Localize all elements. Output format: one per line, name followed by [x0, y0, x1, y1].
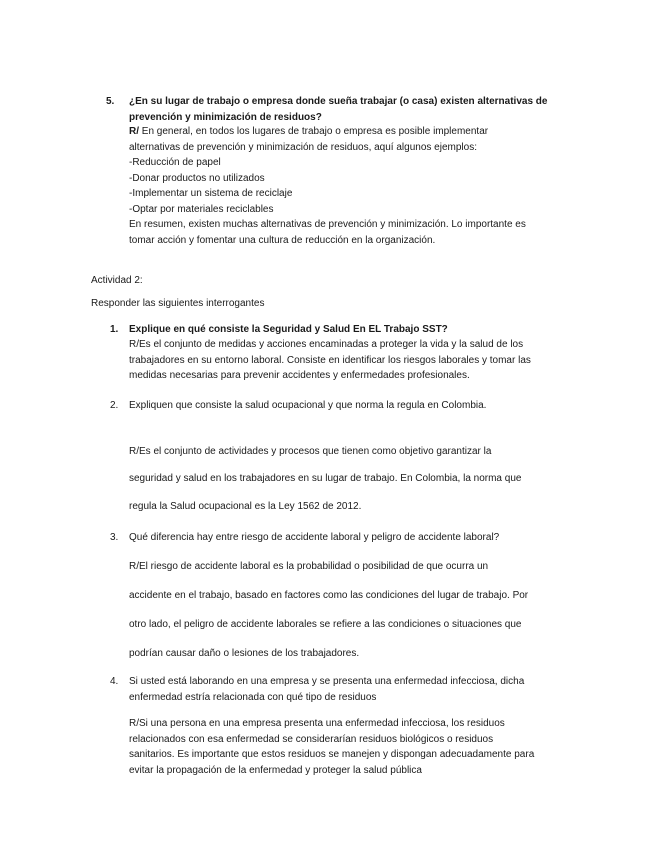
q4-title	[129, 674, 524, 705]
q4-answer	[129, 716, 534, 778]
actividad-intro: Responder las siguientes interrogantes	[91, 298, 265, 309]
q4-answer-line-2: relacionados con esa enfermedad se considerarían residuos biológicos o residuos	[129, 733, 494, 745]
q3-title: Qué diferencia hay entre riesgo de accidente laboral y peligro de accidente laboral?	[129, 532, 500, 543]
q5-example-1: -Reducción de papel	[129, 157, 221, 168]
q2-answer-line-3: regula la Salud ocupacional es la Ley 1562 de 2012.	[129, 501, 362, 512]
q5-number: 5.	[106, 96, 115, 107]
q1-answer	[129, 337, 531, 384]
q2-number: 2.	[110, 400, 119, 411]
q5-example-3: -Implementar un sistema de reciclaje	[129, 188, 293, 199]
q2-title: Expliquen que consiste la salud ocupacional y que norma la regula en Colombia.	[129, 400, 487, 411]
q4-title-line-2: enfermedad estría relacionada con qué tipo de residuos	[129, 691, 377, 703]
q3-number: 3.	[110, 532, 119, 543]
actividad-heading: Actividad 2:	[91, 275, 143, 286]
q3-answer-line-3: otro lado, el peligro de accidente laborales se refiere a las condiciones o situaciones que	[129, 619, 522, 630]
q1-answer-line-1: R/Es el conjunto de medidas y acciones encaminadas a proteger la vida y la salud de los	[129, 339, 524, 350]
q4-title-line-1: Si usted está laborando en una empresa y se presenta una enfermedad infecciosa, dicha	[129, 676, 525, 687]
q5-title-line-1: ¿En su lugar de trabajo o empresa donde sueña trabajar (o casa) existen alternativas de	[129, 96, 548, 107]
q3-answer-line-1: R/El riesgo de accidente laboral es la probabilidad o posibilidad de que ocurra un	[129, 561, 489, 572]
q5-title-line-2: prevención y minimización de residuos?	[129, 111, 322, 123]
q5-summary-line-2: tomar acción y fomentar una cultura de reducción en la organización.	[129, 234, 436, 246]
q5-example-4: -Optar por materiales reciclables	[129, 203, 274, 215]
q2-answer-line-2: seguridad y salud en los trabajadores en su lugar de trabajo. En Colombia, la norma que	[129, 473, 522, 484]
q5-answer-line-2: alternativas de prevención y minimización de residuos, aquí algunos ejemplos:	[129, 141, 477, 153]
q1-answer-line-3: medidas necesarias para prevenir accidentes y enfermedades profesionales.	[129, 370, 470, 381]
q3-answer-line-4: podrían causar daño o lesiones de los trabajadores.	[129, 648, 360, 659]
q4-answer-line-3: sanitarios. Es importante que estos residuos se manejen y dispongan adecuadamente para	[129, 749, 535, 760]
q4-answer-line-4: evitar la propagación de la enfermedad y proteger la salud pública	[129, 764, 422, 776]
q1-answer-line-2: trabajadores en su entorno laboral. Consiste en identificar los riesgos laborales y tomar las	[129, 354, 531, 366]
q5-answer-prefix: R/	[129, 126, 139, 137]
q3-answer-line-2: accidente en el trabajo, basado en factores como las condiciones del lugar de trabajo. Por	[129, 590, 529, 601]
q4-answer-line-1: R/Si una persona en una empresa presenta una enfermedad infecciosa, los residuos	[129, 718, 505, 729]
q5-answer	[129, 124, 526, 248]
q1-number: 1.	[110, 324, 119, 335]
q5-example-2: -Donar productos no utilizados	[129, 172, 265, 184]
q1-title: Explique en qué consiste la Seguridad y Salud En EL Trabajo SST?	[129, 324, 448, 335]
q4-number: 4.	[110, 676, 119, 687]
q2-answer-line-1: R/Es el conjunto de actividades y procesos que tienen como objetivo garantizar la	[129, 446, 492, 457]
q5-answer-text-1: En general, en todos los lugares de trabajo o empresa es posible implementar	[139, 126, 489, 137]
q5-title	[129, 94, 547, 125]
q5-answer-line-1	[129, 124, 526, 140]
q5-summary-line-1: En resumen, existen muchas alternativas de prevención y minimización. Lo importante es	[129, 219, 526, 230]
